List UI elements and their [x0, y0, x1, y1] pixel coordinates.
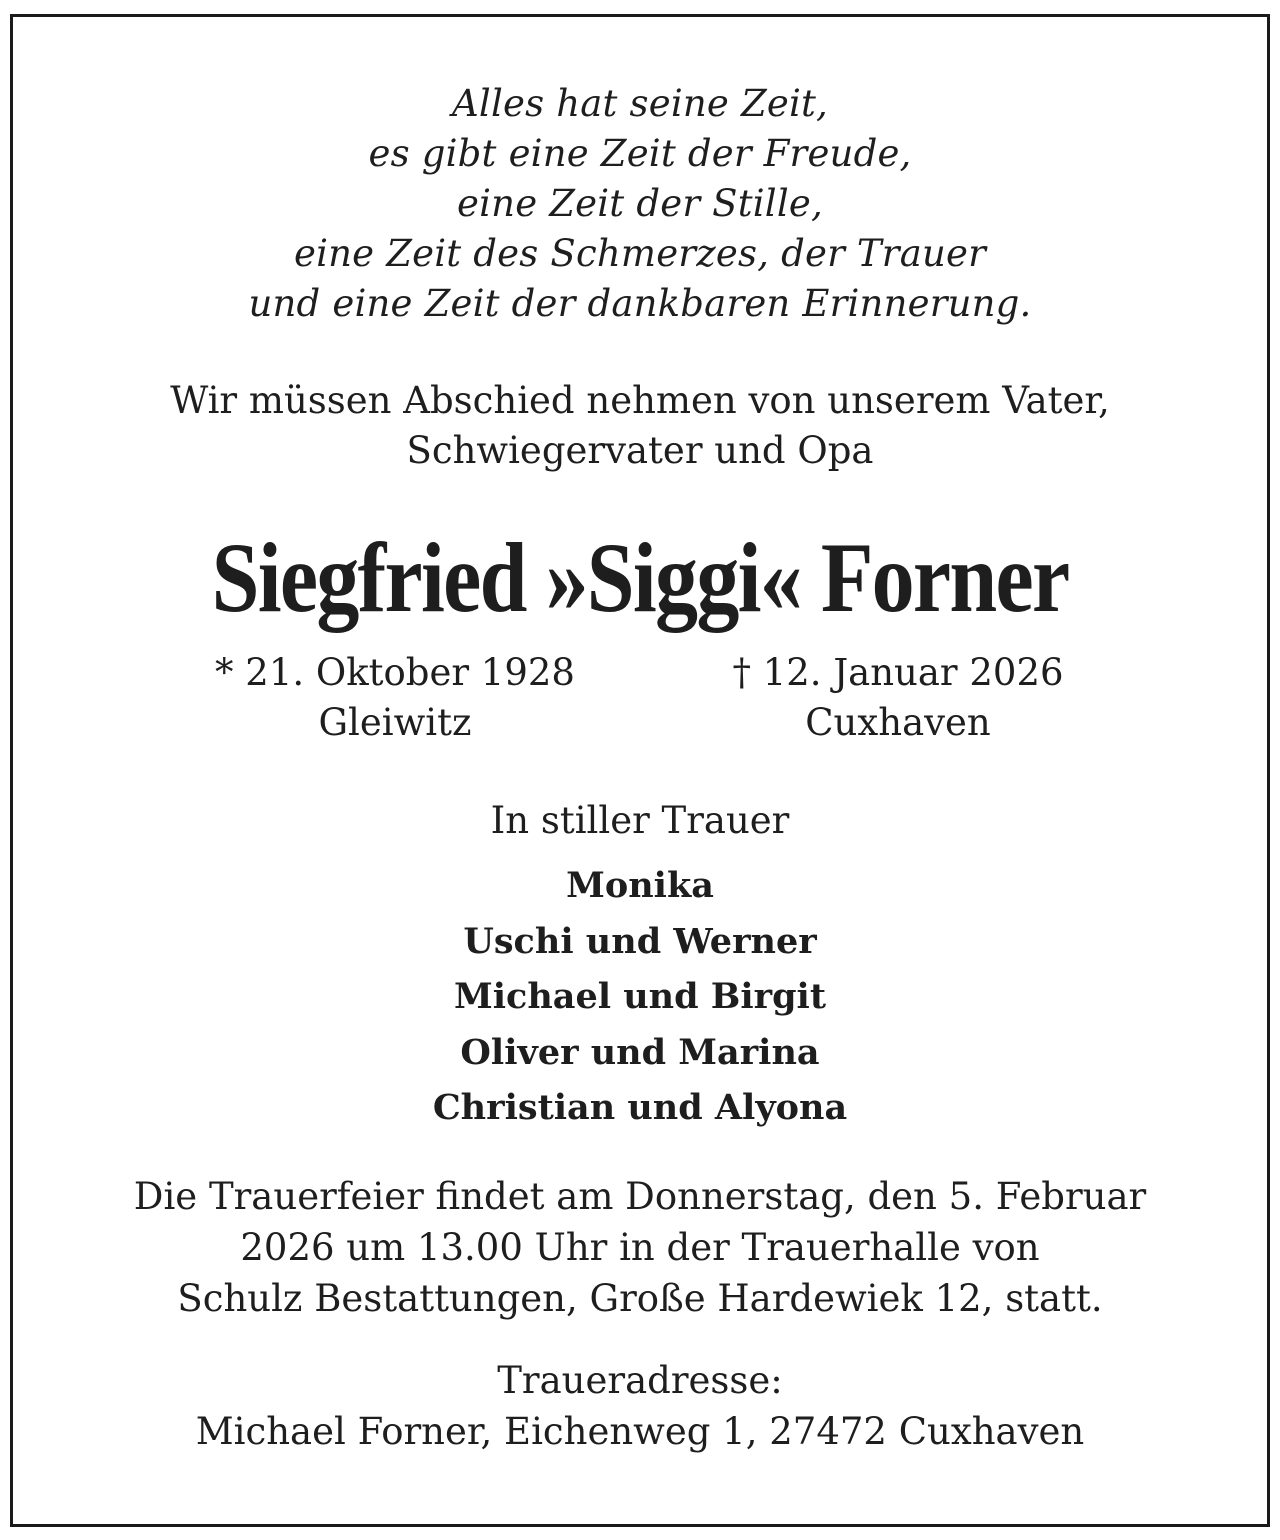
ceremony-line: 2026 um 13.00 Uhr in der Trauerhalle von [240, 1226, 1040, 1269]
ceremony-line: Schulz Bestattungen, Große Hardewiek 12, statt. [177, 1277, 1103, 1320]
mourner-name: Oliver und Marina [460, 1031, 820, 1073]
mourner-name: Christian und Alyona [432, 1087, 848, 1128]
birth-place: Gleiwitz [318, 701, 472, 744]
mourning-address [0, 1355, 1280, 1457]
poem-line: Alles hat seine Zeit, [451, 82, 829, 125]
mourners-list [0, 858, 1280, 1136]
death-place: Cuxhaven [805, 701, 991, 744]
mourner-name: Michael und Birgit [453, 976, 827, 1017]
intro-line: Wir müssen Abschied nehmen von unserem Vater, [170, 379, 1110, 422]
birth-info [200, 648, 590, 748]
death-date: † 12. Januar 2026 [732, 651, 1064, 694]
address-label: Traueradresse: [497, 1359, 783, 1402]
mourner-name: Monika [566, 865, 714, 906]
birth-date: * 21. Oktober 1928 [215, 651, 575, 694]
address-line: Michael Forner, Eichenweg 1, 27472 Cuxhaven [195, 1410, 1085, 1453]
poem-line: es gibt eine Zeit der Freude, [368, 132, 912, 175]
intro-text [0, 376, 1280, 476]
intro-line: Schwiegervater und Opa [406, 429, 874, 472]
deceased-name: Siegfried »Siggi« Forner [211, 522, 1069, 633]
poem-line: eine Zeit des Schmerzes, der Trauer [294, 232, 986, 275]
poem [0, 79, 1280, 329]
death-info [703, 648, 1093, 748]
mourner-name: Uschi und Werner [463, 920, 817, 962]
ceremony-info [0, 1171, 1280, 1324]
ceremony-line: Die Trauerfeier findet am Donnerstag, den 5. Februar [133, 1175, 1147, 1218]
mourning-label: In stiller Trauer [490, 799, 790, 842]
poem-line: und eine Zeit der dankbaren Erinnerung. [248, 282, 1032, 325]
poem-line: eine Zeit der Stille, [457, 182, 823, 225]
